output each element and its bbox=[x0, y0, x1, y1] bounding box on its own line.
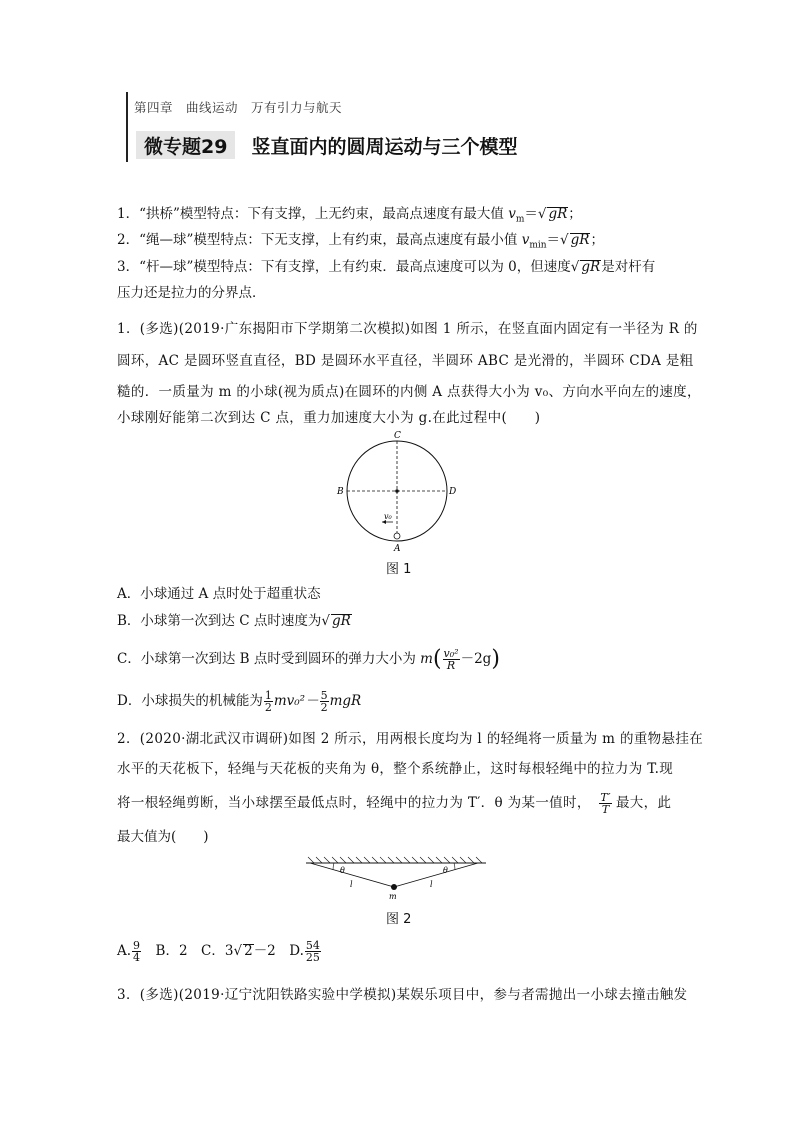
q2-options: A. $\frac{9}{4}$ B．2 C．3√ 2－2 D. $\frac{54}{25}$ bbox=[117, 939, 320, 964]
label-v0: v₀ bbox=[384, 512, 392, 521]
label-b: B bbox=[337, 487, 344, 497]
header-rule bbox=[126, 92, 128, 162]
q1-option-b: B．小球第一次到达 C 点时速度为√ gR bbox=[117, 613, 351, 629]
q1-line-2: 圆环，AC 是圆环竖直直径，BD 是圆环水平直径，半圆环 ABC 是光滑的，半圆环 CDA 是粗 bbox=[117, 353, 694, 369]
figure-2-pendulum bbox=[304, 855, 488, 905]
q1-line-1: 1．(多选)(2019·广东揭阳市下学期第二次模拟)如图 1 所示，在竖直面内固定有一半径为 R 的 bbox=[117, 321, 698, 337]
q1-option-a: A．小球通过 A 点时处于超重状态 bbox=[117, 586, 321, 602]
q1-line-3: 糙的．一质量为 m 的小球(视为质点)在圆环的内侧 A 点获得大小为 v₀、方向水平向左的速度， bbox=[117, 384, 701, 400]
q1-option-c: C．小球第一次到达 B 点时受到圆环的弹力大小为 m( $\frac{\text{v₀²}}{R}$ －2g) bbox=[117, 646, 500, 672]
intro-item-3: 3．“杆—球”模型特点：下有支撑，上有约束．最高点速度可以为 0，但速度√ gR是对杆有 bbox=[117, 259, 656, 275]
q1-line-4: 小球刚好能第二次到达 C 点，重力加速度大小为 g.在此过程中( ) bbox=[117, 410, 541, 426]
intro-item-3-cont: 压力还是拉力的分界点． bbox=[117, 285, 266, 301]
topic-title: 竖直面内的圆周运动与三个模型 bbox=[251, 135, 518, 158]
figure-1-circle bbox=[335, 430, 465, 555]
label-l-left: l bbox=[350, 880, 353, 889]
label-a: A bbox=[394, 544, 401, 554]
intro-item-1: 1．“拱桥”模型特点：下有支撑，上无约束，最高点速度有最大值 $v_m=√$ gR； bbox=[117, 206, 582, 225]
q2-line-4: 最大值为( ) bbox=[117, 829, 209, 845]
label-m: m bbox=[389, 892, 397, 901]
q2-line-1: 2．(2020·湖北武汉市调研)如图 2 所示，用两根长度均为 l 的轻绳将一质量为 m 的重物悬挂在 bbox=[117, 731, 704, 747]
q2-line-2: 水平的天花板下，轻绳与天花板的夹角为 θ，整个系统静止，这时每根轻绳中的拉力为 T.现 bbox=[117, 761, 674, 777]
topic-tag: 微专题29 bbox=[136, 131, 235, 159]
figure-1-caption: 图 1 bbox=[386, 562, 412, 577]
q3-line-1: 3．(多选)(2019·辽宁沈阳铁路实验中学模拟)某娱乐项目中，参与者需抛出一小球去撞击触发 bbox=[117, 987, 688, 1003]
label-theta-left: θ bbox=[340, 866, 345, 875]
q2-line-3: 将一根轻绳剪断，当小球摆至最低点时，轻绳中的拉力为 T′．θ 为某一值时， $\frac{T'}{T}$ 最大，此 bbox=[117, 791, 672, 816]
label-l-right: l bbox=[430, 880, 433, 889]
topic-title-row bbox=[136, 130, 517, 160]
chapter-heading: 第四章 曲线运动 万有引力与航天 bbox=[134, 100, 343, 115]
label-d: D bbox=[449, 487, 457, 497]
intro-item-2: 2．“绳—球”模型特点：下无支撑，上有约束，最高点速度有最小值 $v_{min}=√$ gR； bbox=[117, 232, 604, 251]
q1-option-d: D．小球损失的机械能为 $\frac{1}{2}$ mv₀²－ $\frac{5}{2}$ mgR bbox=[117, 689, 362, 714]
label-c: C bbox=[394, 431, 401, 441]
figure-2-caption: 图 2 bbox=[386, 912, 412, 927]
label-theta-right: θ bbox=[443, 866, 448, 875]
